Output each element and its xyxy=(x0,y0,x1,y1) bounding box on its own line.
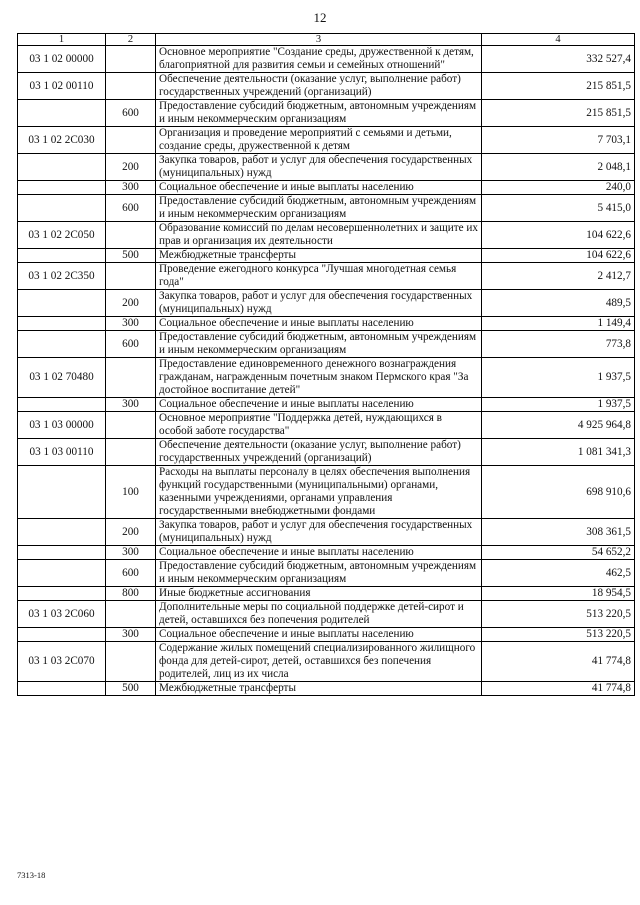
cell-expense-kind: 300 xyxy=(106,317,156,331)
table-row xyxy=(18,127,635,154)
cell-expense-kind: 300 xyxy=(106,181,156,195)
cell-expense-kind: 200 xyxy=(106,290,156,317)
cell-description: Обеспечение деятельности (оказание услуг, выполнение работ) государственных учреждений (организаций) xyxy=(156,73,482,100)
cell-amount: 5 415,0 xyxy=(482,195,635,222)
cell-expense-kind xyxy=(106,601,156,628)
table-row xyxy=(18,73,635,100)
cell-target-code xyxy=(18,181,106,195)
cell-description: Иные бюджетные ассигнования xyxy=(156,587,482,601)
table-row xyxy=(18,628,635,642)
cell-description: Организация и проведение мероприятий с семьями и детьми, создание среды, дружественной к детям xyxy=(156,127,482,154)
cell-target-code xyxy=(18,249,106,263)
cell-target-code xyxy=(18,317,106,331)
cell-amount: 773,8 xyxy=(482,331,635,358)
cell-amount: 1 937,5 xyxy=(482,398,635,412)
cell-amount: 1 081 341,3 xyxy=(482,439,635,466)
cell-target-code: 03 1 02 70480 xyxy=(18,358,106,398)
cell-amount: 1 937,5 xyxy=(482,358,635,398)
cell-description: Закупка товаров, работ и услуг для обеспечения государственных (муниципальных) нужд xyxy=(156,290,482,317)
table-row xyxy=(18,222,635,249)
budget-table xyxy=(17,33,635,696)
cell-amount: 489,5 xyxy=(482,290,635,317)
cell-description: Закупка товаров, работ и услуг для обеспечения государственных (муниципальных) нужд xyxy=(156,154,482,181)
table-row xyxy=(18,100,635,127)
cell-description: Социальное обеспечение и иные выплаты населению xyxy=(156,628,482,642)
cell-expense-kind: 300 xyxy=(106,546,156,560)
cell-target-code xyxy=(18,682,106,696)
page-number: 12 xyxy=(313,10,327,25)
cell-description: Межбюджетные трансферты xyxy=(156,682,482,696)
cell-amount: 2 412,7 xyxy=(482,263,635,290)
cell-amount: 513 220,5 xyxy=(482,628,635,642)
cell-description: Социальное обеспечение и иные выплаты населению xyxy=(156,317,482,331)
table-row xyxy=(18,195,635,222)
cell-description: Закупка товаров, работ и услуг для обеспечения государственных (муниципальных) нужд xyxy=(156,519,482,546)
table-row xyxy=(18,560,635,587)
cell-expense-kind: 300 xyxy=(106,628,156,642)
cell-expense-kind xyxy=(106,412,156,439)
cell-expense-kind: 600 xyxy=(106,195,156,222)
table-row xyxy=(18,682,635,696)
cell-expense-kind: 500 xyxy=(106,249,156,263)
cell-expense-kind: 300 xyxy=(106,398,156,412)
cell-target-code xyxy=(18,560,106,587)
table-row xyxy=(18,249,635,263)
cell-target-code xyxy=(18,546,106,560)
cell-expense-kind xyxy=(106,642,156,682)
cell-description: Предоставление единовременного денежного вознаграждения гражданам, награжденным почетным знаком Пермского края "За достойное воспитание детей" xyxy=(156,358,482,398)
cell-expense-kind xyxy=(106,263,156,290)
cell-amount: 215 851,5 xyxy=(482,100,635,127)
cell-target-code xyxy=(18,466,106,519)
cell-target-code: 03 1 02 00000 xyxy=(18,46,106,73)
cell-expense-kind: 600 xyxy=(106,560,156,587)
cell-target-code: 03 1 03 2С070 xyxy=(18,642,106,682)
cell-description: Социальное обеспечение и иные выплаты населению xyxy=(156,398,482,412)
cell-description: Содержание жилых помещений специализированного жилищного фонда для детей-сирот, детей, оставшихся без попечения родителей, лиц из их числа xyxy=(156,642,482,682)
cell-description: Предоставление субсидий бюджетным, автономным учреждениям и иным некоммерческим организациям xyxy=(156,560,482,587)
cell-amount: 41 774,8 xyxy=(482,682,635,696)
cell-target-code: 03 1 02 00110 xyxy=(18,73,106,100)
table-row xyxy=(18,358,635,398)
cell-target-code xyxy=(18,398,106,412)
cell-description: Межбюджетные трансферты xyxy=(156,249,482,263)
cell-amount: 104 622,6 xyxy=(482,222,635,249)
column-header-code: 1 xyxy=(18,34,106,46)
table-row xyxy=(18,46,635,73)
cell-amount: 462,5 xyxy=(482,560,635,587)
cell-description: Дополнительные меры по социальной поддержке детей-сирот и детей, оставшихся без попечения родителей xyxy=(156,601,482,628)
cell-expense-kind xyxy=(106,73,156,100)
cell-expense-kind: 500 xyxy=(106,682,156,696)
cell-amount: 332 527,4 xyxy=(482,46,635,73)
cell-expense-kind: 200 xyxy=(106,519,156,546)
cell-amount: 7 703,1 xyxy=(482,127,635,154)
table-row xyxy=(18,642,635,682)
cell-amount: 240,0 xyxy=(482,181,635,195)
cell-target-code xyxy=(18,587,106,601)
cell-target-code: 03 1 02 2С050 xyxy=(18,222,106,249)
cell-expense-kind: 200 xyxy=(106,154,156,181)
cell-target-code xyxy=(18,290,106,317)
cell-expense-kind xyxy=(106,127,156,154)
cell-target-code xyxy=(18,331,106,358)
table-row xyxy=(18,317,635,331)
cell-description: Предоставление субсидий бюджетным, автономным учреждениям и иным некоммерческим организациям xyxy=(156,100,482,127)
table-row xyxy=(18,466,635,519)
table-row xyxy=(18,601,635,628)
cell-expense-kind: 100 xyxy=(106,466,156,519)
cell-description: Социальное обеспечение и иные выплаты населению xyxy=(156,546,482,560)
cell-description: Предоставление субсидий бюджетным, автономным учреждениям и иным некоммерческим организациям xyxy=(156,331,482,358)
table-row xyxy=(18,587,635,601)
cell-target-code: 03 1 03 2С060 xyxy=(18,601,106,628)
cell-amount: 2 048,1 xyxy=(482,154,635,181)
cell-amount: 54 652,2 xyxy=(482,546,635,560)
cell-description: Обеспечение деятельности (оказание услуг, выполнение работ) государственных учреждений (организаций) xyxy=(156,439,482,466)
cell-amount: 308 361,5 xyxy=(482,519,635,546)
cell-amount: 104 622,6 xyxy=(482,249,635,263)
cell-amount: 215 851,5 xyxy=(482,73,635,100)
cell-expense-kind xyxy=(106,358,156,398)
cell-description: Предоставление субсидий бюджетным, автономным учреждениям и иным некоммерческим организациям xyxy=(156,195,482,222)
table-row xyxy=(18,546,635,560)
cell-description: Основное мероприятие "Поддержка детей, нуждающихся в особой заботе государства" xyxy=(156,412,482,439)
column-header-name: 3 xyxy=(156,34,482,46)
cell-target-code: 03 1 02 2С350 xyxy=(18,263,106,290)
cell-description: Основное мероприятие "Создание среды, дружественной к детям, благоприятной для развития семьи и семейных отношений" xyxy=(156,46,482,73)
cell-description: Расходы на выплаты персоналу в целях обеспечения выполнения функций государственными (муниципальными) органами, казенными учреждениями, органами управления государственными внебюджетными фондами xyxy=(156,466,482,519)
table-row xyxy=(18,290,635,317)
table-header-row xyxy=(18,34,635,46)
cell-target-code: 03 1 03 00110 xyxy=(18,439,106,466)
cell-amount: 41 774,8 xyxy=(482,642,635,682)
cell-amount: 18 954,5 xyxy=(482,587,635,601)
document-code: 7313-18 xyxy=(17,870,46,880)
cell-expense-kind: 600 xyxy=(106,331,156,358)
cell-target-code xyxy=(18,154,106,181)
table-row xyxy=(18,331,635,358)
cell-target-code xyxy=(18,100,106,127)
cell-target-code xyxy=(18,519,106,546)
cell-description: Проведение ежегодного конкурса "Лучшая многодетная семья года" xyxy=(156,263,482,290)
cell-expense-kind: 800 xyxy=(106,587,156,601)
cell-amount: 698 910,6 xyxy=(482,466,635,519)
cell-expense-kind xyxy=(106,439,156,466)
cell-description: Социальное обеспечение и иные выплаты населению xyxy=(156,181,482,195)
table-row xyxy=(18,154,635,181)
cell-amount: 4 925 964,8 xyxy=(482,412,635,439)
column-header-amount: 4 xyxy=(482,34,635,46)
cell-expense-kind xyxy=(106,46,156,73)
cell-target-code: 03 1 03 00000 xyxy=(18,412,106,439)
cell-amount: 513 220,5 xyxy=(482,601,635,628)
table-row xyxy=(18,263,635,290)
cell-target-code xyxy=(18,628,106,642)
cell-amount: 1 149,4 xyxy=(482,317,635,331)
cell-expense-kind: 600 xyxy=(106,100,156,127)
table-row xyxy=(18,412,635,439)
table-row xyxy=(18,439,635,466)
cell-description: Образование комиссий по делам несовершеннолетних и защите их прав и организация их деятельности xyxy=(156,222,482,249)
table-row xyxy=(18,519,635,546)
table-row xyxy=(18,181,635,195)
table-row xyxy=(18,398,635,412)
cell-target-code xyxy=(18,195,106,222)
column-header-kind: 2 xyxy=(106,34,156,46)
cell-expense-kind xyxy=(106,222,156,249)
cell-target-code: 03 1 02 2С030 xyxy=(18,127,106,154)
